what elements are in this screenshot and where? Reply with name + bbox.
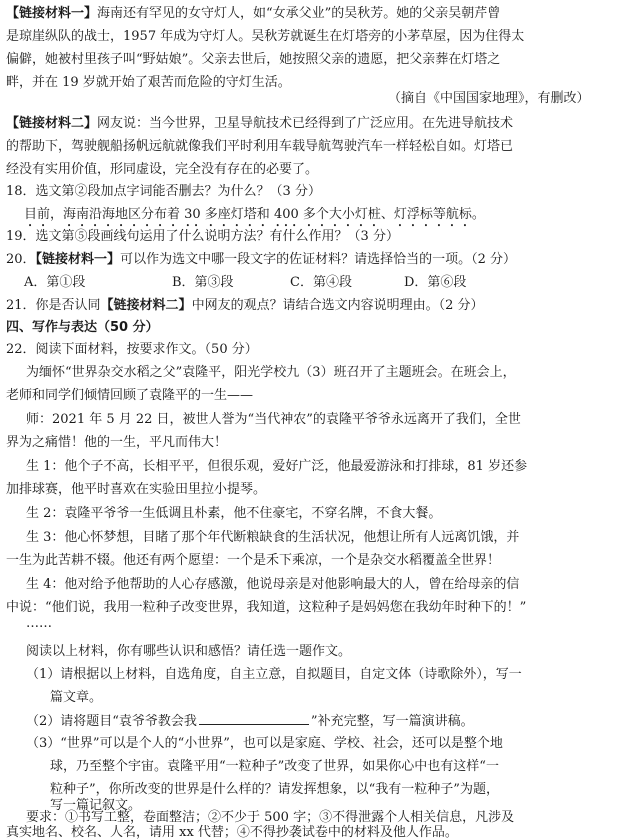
option-3-line4: 写一篇记叙文。 — [50, 798, 142, 813]
question-20-option-c: C．第④段 — [290, 275, 352, 290]
material2-tag: 【链接材料二】 — [6, 116, 98, 131]
material1-line4: 畔，并在 19 岁就开始了艰苦而危险的守灯生活。 — [6, 75, 291, 90]
question-20-option-d: D．第⑥段 — [404, 275, 467, 290]
student1-line2: 加排球赛，他平时喜欢在实验田里拉小提琴。 — [6, 482, 267, 497]
material2-line3: 经没有实用价值，形同虚设，完全没有存在的必要了。 — [6, 162, 319, 177]
teacher-line2: 界为之痛惜！他的一生，平凡而伟大！ — [6, 435, 228, 450]
student3-line2: 一生为此苦耕不辍。他还有两个愿望：一个是禾下乘凉，一个是杂交水稻覆盖全世界！ — [6, 553, 501, 568]
question-21: 21．你是否认同【链接材料二】中网友的观点？请结合选文内容说明理由。（2 分） — [6, 298, 484, 313]
question-18-quote: 目前，海南沿海地区分布着 30 多座灯塔和 400 多个大小灯桩、灯浮标等航标。 — [24, 207, 485, 222]
requirements-line1: 要求：①书写工整，卷面整洁；②不少于 500 字；③不得泄露个人相关信息，凡涉及 — [26, 810, 515, 825]
prompt-line: 阅读以上材料，你有哪些认识和感悟？请任选一题作文。 — [26, 644, 352, 659]
material1-line2: 是琼崖纵队的战士，1957 年成为守灯人。吴秋芳就诞生在灯塔旁的小茅草屋，因为住得太 — [6, 29, 525, 44]
ellipsis: …… — [26, 616, 52, 631]
teacher-line1: 师：2021 年 5 月 22 日，被世人誉为“当代神农”的袁隆平爷爷永远离开了我们，全世 — [26, 412, 521, 427]
student4-line1: 生 4：他对给予他帮助的人心存感激，他说母亲是对他影响最大的人，曾在给母亲的信 — [26, 577, 520, 592]
student3-line1: 生 3：他心怀梦想，目睹了那个年代断粮缺食的生活状况，他想让所有人远离饥饿，并 — [26, 530, 520, 545]
material1-line3: 偏僻，她被村里孩子叫“野姑娘”。父亲去世后，她按照父亲的遗愿，把父亲葬在灯塔之 — [6, 52, 501, 67]
option-2-line: （2）请将题目“袁爷爷教会我 ”补充完整，写一篇演讲稿。 — [26, 714, 474, 729]
student4-line2: 中说：“他们说，我用一粒种子改变世界，我知道，这粒种子是妈妈您在我幼年时种下的！” — [6, 600, 527, 615]
material2-line2: 的帮助下，驾驶舰船扬帆远航就像我们平时利用车载导航驾驶汽车一样轻松自如。灯塔已 — [6, 139, 514, 154]
option-3-line2: 球，乃至整个宇宙。袁隆平用“一粒种子”改变了世界，如果你心中也有这样“一 — [50, 759, 499, 774]
option-3-line3: 粒种子”，你所改变的世界是什么样的？请发挥想象，以“我有一粒种子”为题， — [50, 782, 499, 797]
question-22: 22．阅读下面材料，按要求作文。（50 分） — [6, 342, 258, 357]
option-1-line2: 篇文章。 — [50, 690, 103, 705]
material1-tag: 【链接材料一】 — [6, 6, 98, 21]
requirements-line2: 真实地名、校名、人名，请用 xx 代替；④不得抄袭试卷中的材料及他人作品。 — [6, 825, 458, 840]
option-3-line1: （3）“世界”可以是个人的“小世界”，也可以是家庭、学校、社会，还可以是整个地 — [26, 736, 503, 751]
q22-intro-line2: 老师和同学们倾情回顾了袁隆平的一生—— — [6, 388, 254, 403]
option-1-line1: （1）请根据以上材料，自选角度，自主立意，自拟题目，自定文体（诗歌除外），写一 — [26, 667, 522, 682]
question-20: 20．【链接材料一】可以作为选文中哪一段文字的佐证材料？请选择恰当的一项。（2 分） — [6, 252, 516, 267]
material1-source: （摘自《中国国家地理》，有删改） — [388, 91, 590, 106]
question-19: 19．选文第⑤段画线句运用了什么说明方法？有什么作用？（3 分） — [6, 229, 399, 244]
student2-line: 生 2：袁隆平爷爷一生低调且朴素，他不住豪宅，不穿名牌，不食大餐。 — [26, 506, 442, 521]
question-18: 18．选文第②段加点字词能否删去？为什么？（3 分） — [6, 184, 321, 199]
section-4-heading: 四、写作与表达（50 分） — [6, 320, 159, 335]
student1-line1: 生 1：他个子不高，长相平平，但很乐观，爱好广泛，他最爱游泳和打排球，81 岁还参 — [26, 459, 528, 474]
q22-intro-line1: 为缅怀“世界杂交水稻之父”袁隆平，阳光学校九（3）班召开了主题班会。在班会上， — [26, 365, 516, 380]
material2-line1: 【链接材料二】网友说：当今世界，卫星导航技术已经得到了广泛应用。在先进导航技术 — [6, 116, 514, 131]
material1-line1: 【链接材料一】海南还有罕见的女守灯人，如“女承父业”的吴秋芳。她的父亲吴朝芹曾 — [6, 6, 501, 21]
question-20-option-a: A．第①段 — [24, 275, 86, 290]
question-20-option-b: B．第③段 — [172, 275, 234, 290]
answer-blank — [199, 714, 309, 725]
